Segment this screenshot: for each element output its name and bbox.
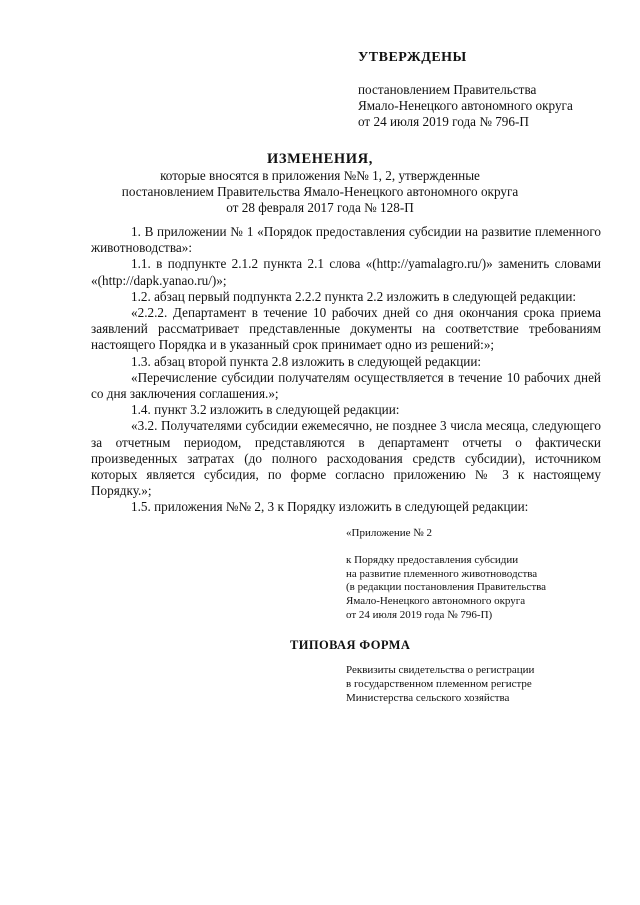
requisites-line: Реквизиты свидетельства о регистрации bbox=[346, 664, 535, 676]
approval-title: УТВЕРЖДЕНЫ bbox=[358, 50, 467, 65]
paragraph-2-2-2: «2.2.2. Департамент в течение 10 рабочих дней со дня окончания срока приема заявлений рассматривает представленные документы на соответствие требованиям настоящего Порядка и в указанный срок принимает одно из решений:»; bbox=[91, 305, 601, 353]
appendix-line: (в редакции постановления Правительства bbox=[346, 581, 547, 594]
appendix-line: на развитие племенного животноводства bbox=[346, 567, 538, 580]
paragraph-1-1: 1.1. в подпункте 2.1.2 пункта 2.1 слова «(http://yamalagro.ru/)» заменить словами «(http://dapk.yanao.ru/)»; bbox=[91, 256, 601, 288]
appendix-line: от 24 июля 2019 года № 796-П) bbox=[346, 608, 493, 621]
paragraph-1: 1. В приложении № 1 «Порядок предоставления субсидии на развитие племенного животноводства»: bbox=[91, 224, 601, 256]
requisites-line: Министерства сельского хозяйства bbox=[346, 691, 510, 704]
heading-title: ИЗМЕНЕНИЯ, bbox=[267, 151, 373, 167]
form-title: ТИПОВАЯ ФОРМА bbox=[290, 638, 411, 652]
approval-block bbox=[358, 50, 618, 130]
requisites-block bbox=[346, 664, 616, 705]
paragraph-1-5: 1.5. приложения №№ 2, 3 к Порядку изложить в следующей редакции: bbox=[131, 499, 529, 515]
paragraph-1-2: 1.2. абзац первый подпункта 2.2.2 пункта 2.2 изложить в следующей редакции: bbox=[131, 288, 577, 304]
paragraph-3-2: «3.2. Получателями субсидии ежемесячно, не позднее 3 числа месяца, следующего за отчетным периодом, представляются в департамент отчеты о фактически произведенных затратах (до полного расходования средств субсидии), источником которых является субсидия, по форме согласно приложению № 3 к настоящему Порядку.»; bbox=[91, 418, 601, 499]
approval-line: от 24 июля 2019 года № 796-П bbox=[358, 114, 529, 129]
appendix-block bbox=[346, 527, 616, 623]
document-body bbox=[91, 224, 601, 516]
document-heading bbox=[100, 150, 540, 216]
appendix-title: «Приложение № 2 bbox=[346, 527, 433, 539]
requisites-line: в государственном племенном регистре bbox=[346, 677, 532, 690]
appendix-line: к Порядку предоставления субсидии bbox=[346, 553, 519, 566]
paragraph-1-4: 1.4. пункт 3.2 изложить в следующей редакции: bbox=[131, 402, 400, 418]
appendix-line: Ямало-Ненецкого автономного округа bbox=[346, 595, 526, 608]
heading-line: постановлением Правительства Ямало-Ненецкого автономного округа bbox=[121, 184, 519, 199]
approval-line: постановлением Правительства bbox=[358, 82, 537, 97]
heading-line: от 28 февраля 2017 года № 128-П bbox=[226, 200, 414, 215]
paragraph-1-3: 1.3. абзац второй пункта 2.8 изложить в следующей редакции: bbox=[131, 353, 482, 369]
paragraph-transfer: «Перечисление субсидии получателям осуществляется в течение 10 рабочих дней со дня заключения соглашения.»; bbox=[91, 369, 601, 402]
approval-line: Ямало-Ненецкого автономного округа bbox=[358, 98, 573, 113]
heading-line: которые вносятся в приложения №№ 1, 2, утвержденные bbox=[160, 168, 480, 183]
